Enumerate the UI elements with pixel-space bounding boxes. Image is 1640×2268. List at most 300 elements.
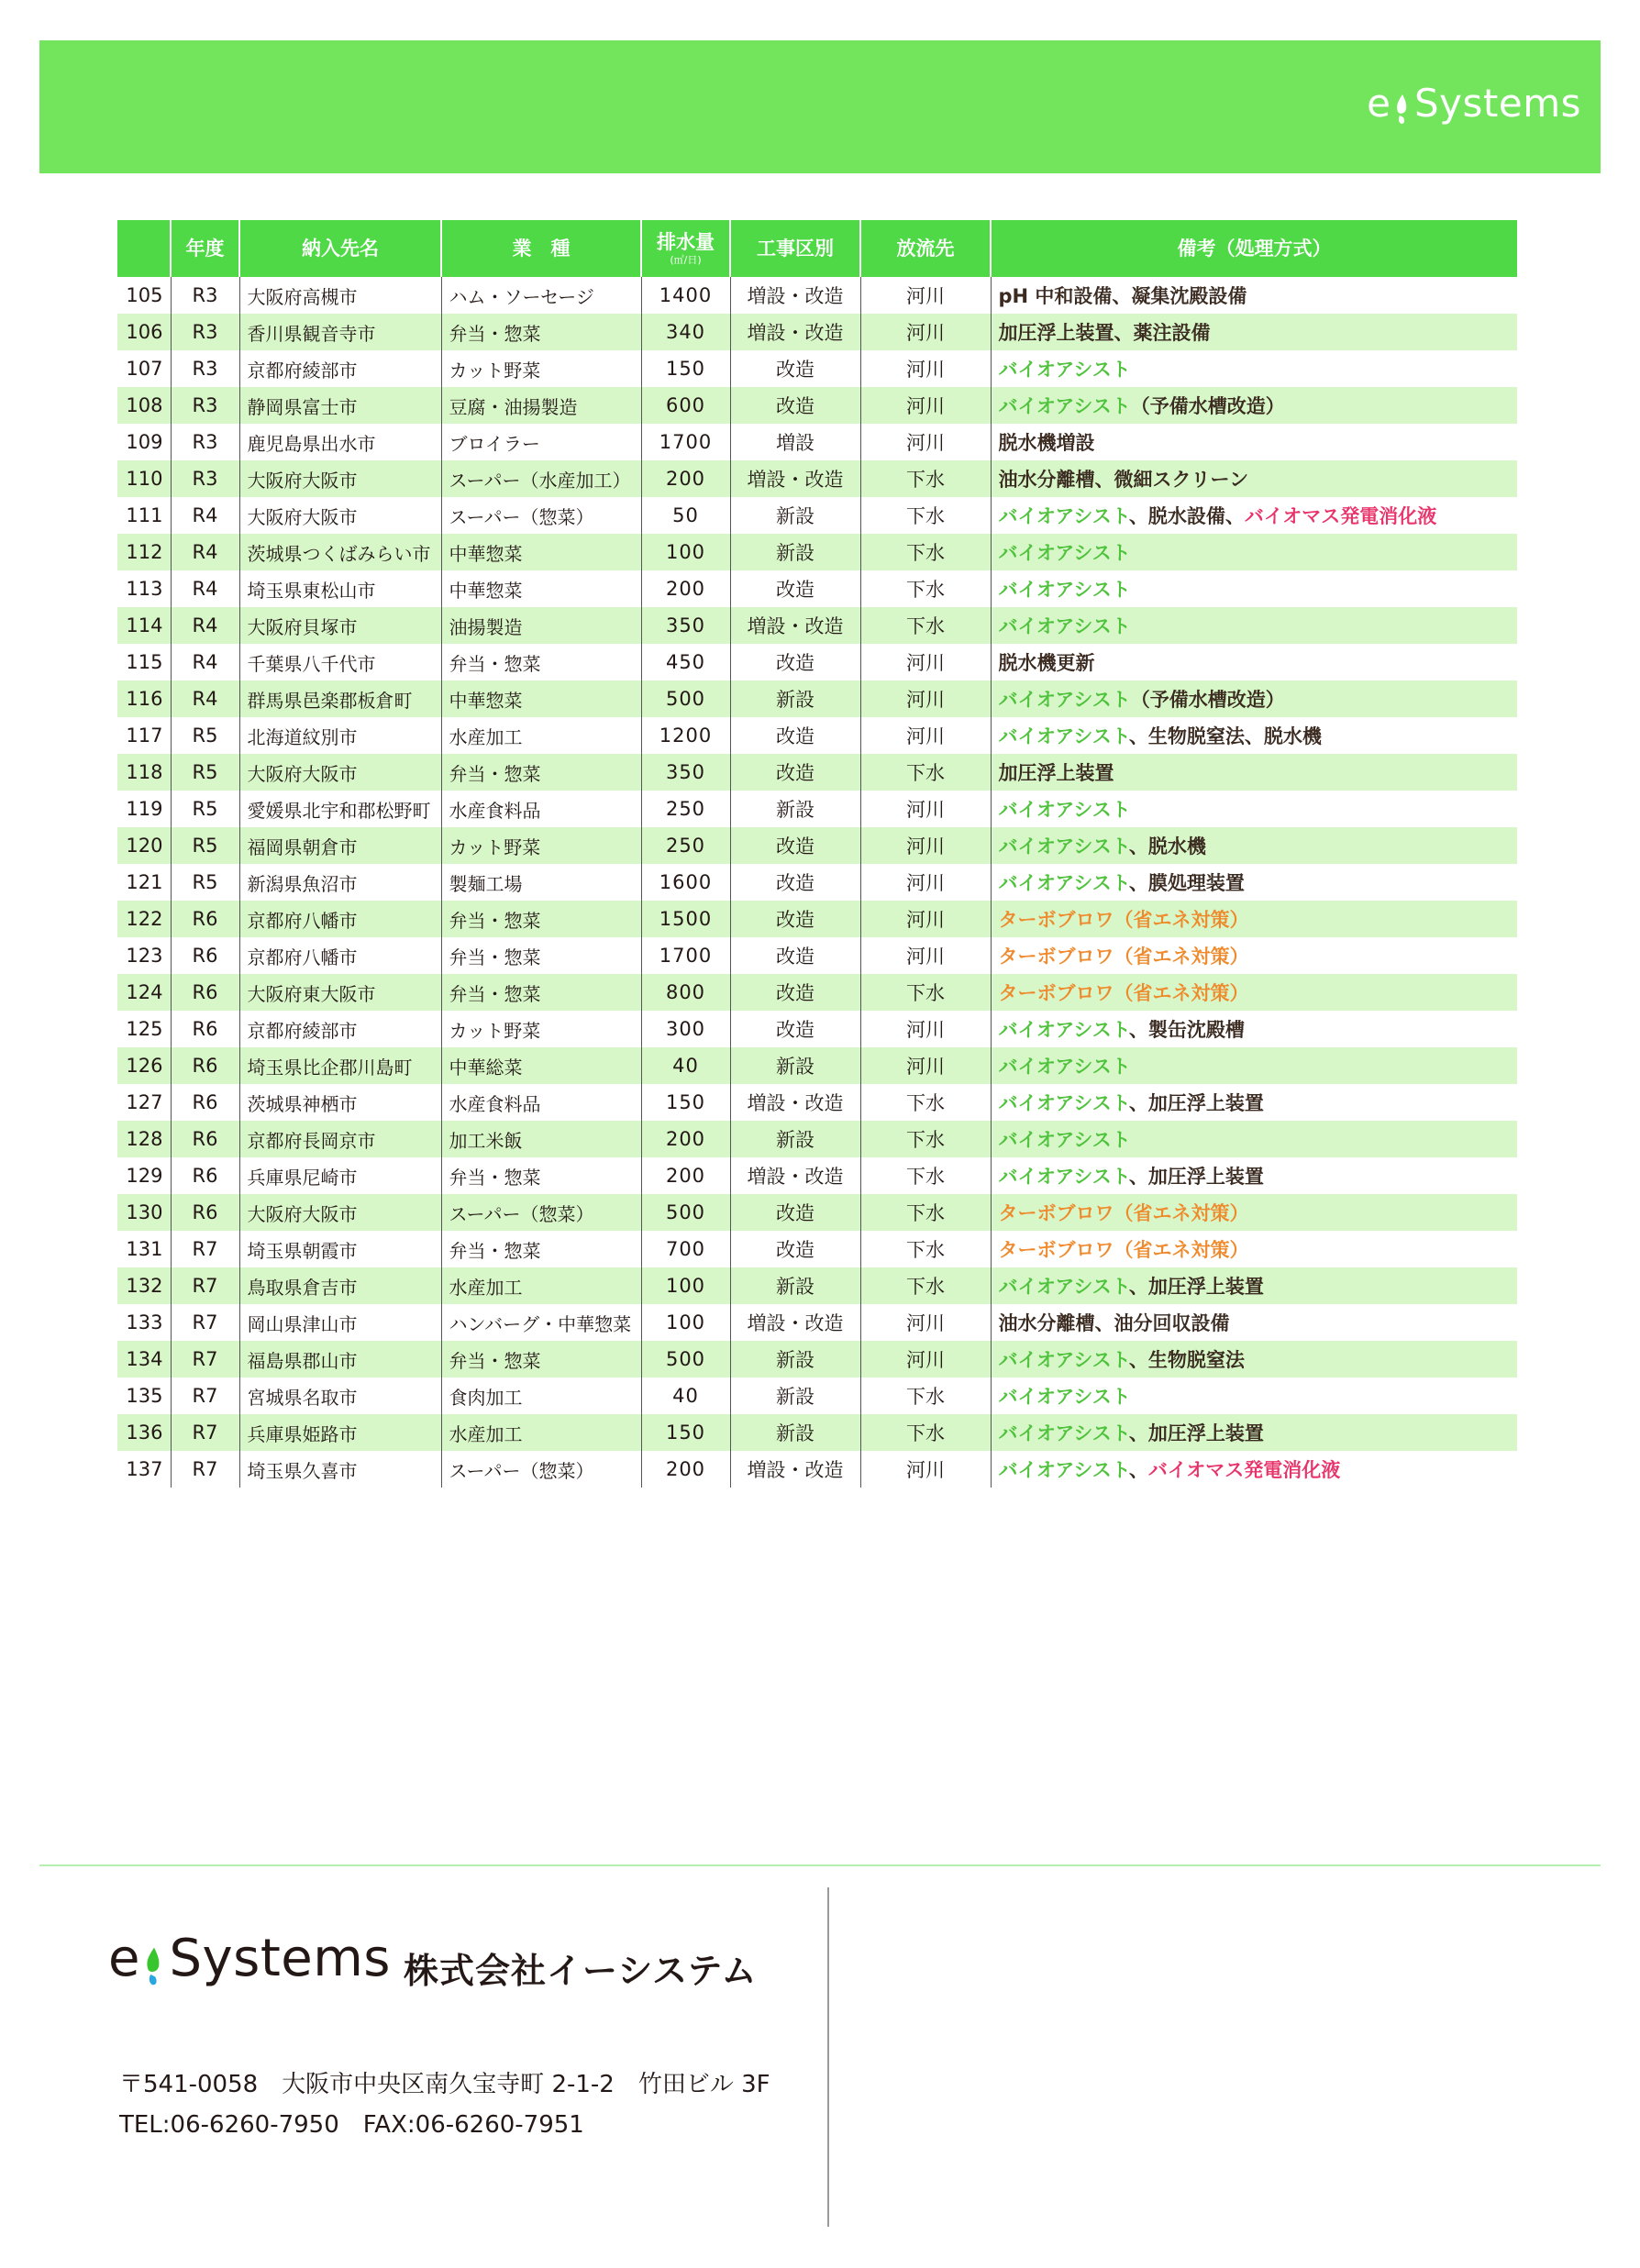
footer-logo-e: e bbox=[108, 1929, 140, 1988]
row-discharge: 河川 bbox=[860, 1304, 991, 1341]
row-no: 121 bbox=[126, 871, 163, 893]
header-no bbox=[117, 220, 171, 277]
row-year: R7 bbox=[171, 1451, 239, 1488]
row-no: 137 bbox=[126, 1458, 163, 1480]
row-remarks bbox=[991, 1377, 1517, 1414]
row-customer: 鳥取県倉吉市 bbox=[239, 1267, 441, 1304]
row-discharge: 下水 bbox=[860, 534, 991, 570]
table-row bbox=[117, 1267, 1517, 1304]
row-discharge: 下水 bbox=[860, 1121, 991, 1157]
row-industry: 中華惣菜 bbox=[441, 570, 641, 607]
row-volume: 100 bbox=[641, 1267, 730, 1304]
row-discharge: 河川 bbox=[860, 1451, 991, 1488]
row-year: R4 bbox=[171, 680, 239, 717]
row-customer: 兵庫県尼崎市 bbox=[239, 1157, 441, 1194]
row-work-type: 改造 bbox=[730, 570, 860, 607]
table-row bbox=[117, 387, 1517, 424]
row-industry: スーパー（惣菜） bbox=[441, 1451, 641, 1488]
row-customer: 大阪府東大阪市 bbox=[239, 974, 441, 1011]
remarks-segment: （予備水槽改造） bbox=[1130, 395, 1285, 417]
footer-logo bbox=[108, 1929, 391, 1988]
row-discharge: 河川 bbox=[860, 717, 991, 754]
row-remarks bbox=[991, 754, 1517, 791]
remarks-segment: バイオマス発電消化液 bbox=[1147, 1459, 1341, 1481]
row-no: 125 bbox=[126, 1018, 163, 1040]
row-remarks bbox=[991, 570, 1517, 607]
row-industry: ブロイラー bbox=[441, 424, 641, 460]
row-discharge: 河川 bbox=[860, 1047, 991, 1084]
delivery-record-table bbox=[117, 220, 1517, 1488]
remarks-segment: 加圧浮上装置、薬注設備 bbox=[998, 322, 1211, 344]
header-discharge: 放流先 bbox=[860, 220, 991, 277]
row-customer: 大阪府高槻市 bbox=[239, 277, 441, 314]
remarks-segment: pH 中和設備、凝集沈殿設備 bbox=[998, 285, 1247, 307]
row-work-type: 増設・改造 bbox=[730, 1451, 860, 1488]
row-discharge: 下水 bbox=[860, 1194, 991, 1231]
remarks-segment: 、膜処理装置 bbox=[1128, 872, 1245, 894]
row-no: 120 bbox=[117, 827, 171, 864]
row-discharge: 河川 bbox=[860, 277, 991, 314]
remarks-segment: 脱水機更新 bbox=[998, 652, 1095, 674]
row-no: 116 bbox=[117, 680, 171, 717]
remarks-segment: 脱水機増設 bbox=[998, 432, 1095, 454]
row-discharge: 下水 bbox=[860, 974, 991, 1011]
remarks-segment: バイオアシスト bbox=[998, 835, 1129, 857]
row-remarks bbox=[991, 901, 1517, 937]
row-customer: 京都府綾部市 bbox=[239, 350, 441, 387]
row-discharge: 河川 bbox=[860, 424, 991, 460]
row-volume: 200 bbox=[641, 1451, 730, 1488]
remarks-segment: バイオアシスト bbox=[998, 395, 1131, 417]
row-work-type: 改造 bbox=[730, 864, 860, 901]
row-no: 115 bbox=[126, 651, 163, 673]
company-name: 株式会社イーシステム bbox=[404, 1951, 758, 1991]
row-volume: 250 bbox=[641, 827, 730, 864]
header-customer: 納入先名 bbox=[239, 220, 441, 277]
row-customer: 宮城県名取市 bbox=[239, 1377, 441, 1414]
row-remarks bbox=[991, 1011, 1517, 1047]
row-remarks bbox=[991, 1194, 1517, 1231]
remarks-segment: バイオアシスト bbox=[998, 799, 1131, 821]
row-remarks bbox=[991, 864, 1517, 901]
table-row bbox=[117, 1414, 1517, 1451]
row-customer: 福岡県朝倉市 bbox=[239, 827, 441, 864]
row-no: 123 bbox=[126, 945, 163, 967]
row-industry: 製麺工場 bbox=[441, 864, 641, 901]
row-no: 111 bbox=[126, 504, 163, 526]
row-work-type: 新設 bbox=[730, 1267, 860, 1304]
row-year: R7 bbox=[171, 1341, 239, 1377]
row-work-type: 改造 bbox=[730, 717, 860, 754]
row-customer: 鹿児島県出水市 bbox=[239, 424, 441, 460]
table-row bbox=[117, 1341, 1517, 1377]
table-row bbox=[117, 937, 1517, 974]
row-customer: 愛媛県北宇和郡松野町 bbox=[239, 791, 441, 827]
row-volume: 500 bbox=[641, 1194, 730, 1231]
row-year: R5 bbox=[171, 827, 239, 864]
row-year: R4 bbox=[171, 497, 239, 534]
water-drop-icon bbox=[1392, 94, 1413, 125]
row-discharge: 下水 bbox=[860, 497, 991, 534]
remarks-segment: バイオアシスト bbox=[998, 1459, 1129, 1481]
row-work-type: 改造 bbox=[730, 901, 860, 937]
row-no: 122 bbox=[117, 901, 171, 937]
remarks-segment: バイオアシスト bbox=[998, 505, 1129, 527]
remarks-segment: バイオアシスト bbox=[998, 1019, 1129, 1041]
header-work-type: 工事区別 bbox=[730, 220, 860, 277]
row-no: 132 bbox=[117, 1267, 171, 1304]
row-customer: 大阪府大阪市 bbox=[239, 497, 441, 534]
row-discharge: 下水 bbox=[860, 570, 991, 607]
row-discharge: 下水 bbox=[860, 1414, 991, 1451]
row-discharge: 下水 bbox=[860, 1157, 991, 1194]
row-volume: 340 bbox=[641, 314, 730, 350]
row-customer: 福島県郡山市 bbox=[239, 1341, 441, 1377]
row-customer: 兵庫県姫路市 bbox=[239, 1414, 441, 1451]
header-industry: 業 種 bbox=[441, 220, 641, 277]
row-industry: 弁当・惣菜 bbox=[441, 1157, 641, 1194]
row-remarks bbox=[991, 1047, 1517, 1084]
remarks-segment: バイオアシスト bbox=[998, 615, 1131, 637]
row-no: 134 bbox=[117, 1341, 171, 1377]
row-discharge: 河川 bbox=[860, 901, 991, 937]
header-volume-unit: (㎥/日) bbox=[670, 253, 702, 266]
row-volume: 40 bbox=[641, 1377, 730, 1414]
row-customer: 新潟県魚沼市 bbox=[239, 864, 441, 901]
row-remarks bbox=[991, 277, 1517, 314]
row-remarks bbox=[991, 497, 1517, 534]
remarks-segment: バイオアシスト bbox=[998, 1386, 1131, 1408]
remarks-segment: バイオアシスト bbox=[998, 1166, 1129, 1188]
remarks-segment: バイオマス発電消化液 bbox=[1244, 505, 1437, 527]
remarks-segment: 、脱水機 bbox=[1128, 835, 1206, 857]
row-industry: 加工米飯 bbox=[441, 1121, 641, 1157]
table-row bbox=[117, 1011, 1517, 1047]
header-volume bbox=[641, 220, 730, 277]
row-customer: 埼玉県久喜市 bbox=[239, 1451, 441, 1488]
row-customer: 大阪府大阪市 bbox=[239, 1194, 441, 1231]
row-work-type: 新設 bbox=[730, 497, 860, 534]
table-row bbox=[117, 497, 1517, 534]
row-work-type: 新設 bbox=[730, 534, 860, 570]
table-row bbox=[117, 680, 1517, 717]
row-industry: 食肉加工 bbox=[441, 1377, 641, 1414]
row-volume: 300 bbox=[641, 1011, 730, 1047]
company-contact: TEL:06-6260-7950 FAX:06-6260-7951 bbox=[119, 2111, 584, 2139]
row-year: R6 bbox=[171, 1121, 239, 1157]
header-volume-label: 排水量 bbox=[657, 230, 715, 253]
remarks-segment: バイオアシスト bbox=[998, 359, 1131, 381]
row-customer: 茨城県神栖市 bbox=[239, 1084, 441, 1121]
row-no: 117 bbox=[126, 725, 163, 747]
row-industry: 水産食料品 bbox=[441, 791, 641, 827]
table-row bbox=[117, 1231, 1517, 1267]
row-customer: 大阪府貝塚市 bbox=[239, 607, 441, 644]
remarks-segment: ターボブロワ（省エネ対策） bbox=[998, 1202, 1249, 1224]
remarks-segment: ターボブロワ（省エネ対策） bbox=[998, 946, 1249, 968]
row-remarks bbox=[991, 717, 1517, 754]
row-work-type: 新設 bbox=[730, 1341, 860, 1377]
row-volume: 1500 bbox=[641, 901, 730, 937]
row-remarks bbox=[991, 1121, 1517, 1157]
row-volume: 700 bbox=[641, 1231, 730, 1267]
row-work-type: 改造 bbox=[730, 644, 860, 680]
row-work-type: 改造 bbox=[730, 350, 860, 387]
row-customer: 茨城県つくばみらい市 bbox=[239, 534, 441, 570]
table-row bbox=[117, 424, 1517, 460]
table-row bbox=[117, 901, 1517, 937]
remarks-segment: 、 bbox=[1128, 1459, 1148, 1481]
row-no: 109 bbox=[126, 431, 163, 453]
row-work-type: 増設・改造 bbox=[730, 460, 860, 497]
row-remarks bbox=[991, 680, 1517, 717]
row-year: R3 bbox=[171, 424, 239, 460]
row-volume: 200 bbox=[641, 570, 730, 607]
row-work-type: 新設 bbox=[730, 1414, 860, 1451]
row-remarks bbox=[991, 460, 1517, 497]
row-customer: 埼玉県東松山市 bbox=[239, 570, 441, 607]
table-row bbox=[117, 1451, 1517, 1488]
row-no: 106 bbox=[117, 314, 171, 350]
row-no: 131 bbox=[126, 1238, 163, 1260]
row-discharge: 河川 bbox=[860, 387, 991, 424]
row-work-type: 改造 bbox=[730, 937, 860, 974]
row-no: 135 bbox=[126, 1385, 163, 1407]
footer-divider bbox=[39, 1864, 1601, 1866]
row-industry: 水産加工 bbox=[441, 1267, 641, 1304]
row-work-type: 増設 bbox=[730, 424, 860, 460]
row-remarks bbox=[991, 534, 1517, 570]
table-row bbox=[117, 1121, 1517, 1157]
row-year: R4 bbox=[171, 570, 239, 607]
table-row bbox=[117, 534, 1517, 570]
table-row bbox=[117, 1157, 1517, 1194]
row-no: 107 bbox=[126, 358, 163, 380]
row-year: R5 bbox=[171, 754, 239, 791]
row-industry: 油揚製造 bbox=[441, 607, 641, 644]
row-work-type: 増設・改造 bbox=[730, 1084, 860, 1121]
row-industry: 水産加工 bbox=[441, 717, 641, 754]
row-no: 112 bbox=[117, 534, 171, 570]
row-industry: スーパー（惣菜） bbox=[441, 1194, 641, 1231]
row-volume: 1200 bbox=[641, 717, 730, 754]
row-work-type: 改造 bbox=[730, 1231, 860, 1267]
row-remarks bbox=[991, 314, 1517, 350]
remarks-segment: バイオアシスト bbox=[998, 579, 1131, 601]
row-year: R3 bbox=[171, 350, 239, 387]
row-remarks bbox=[991, 791, 1517, 827]
row-work-type: 増設・改造 bbox=[730, 277, 860, 314]
row-discharge: 河川 bbox=[860, 864, 991, 901]
row-volume: 500 bbox=[641, 1341, 730, 1377]
row-industry: スーパー（水産加工） bbox=[441, 460, 641, 497]
row-year: R5 bbox=[171, 864, 239, 901]
table-row bbox=[117, 791, 1517, 827]
row-remarks bbox=[991, 974, 1517, 1011]
row-no: 113 bbox=[126, 578, 163, 600]
row-discharge: 河川 bbox=[860, 644, 991, 680]
row-discharge: 河川 bbox=[860, 827, 991, 864]
row-industry: ハム・ソーセージ bbox=[441, 277, 641, 314]
row-no: 110 bbox=[117, 460, 171, 497]
row-work-type: 改造 bbox=[730, 827, 860, 864]
row-volume: 500 bbox=[641, 680, 730, 717]
row-discharge: 河川 bbox=[860, 350, 991, 387]
remarks-segment: 、脱水設備、 bbox=[1128, 505, 1245, 527]
row-discharge: 下水 bbox=[860, 1084, 991, 1121]
row-volume: 250 bbox=[641, 791, 730, 827]
row-no: 105 bbox=[126, 284, 163, 306]
row-volume: 800 bbox=[641, 974, 730, 1011]
row-industry: 弁当・惣菜 bbox=[441, 644, 641, 680]
row-no: 129 bbox=[126, 1165, 163, 1187]
row-work-type: 新設 bbox=[730, 1377, 860, 1414]
table-row bbox=[117, 717, 1517, 754]
row-year: R7 bbox=[171, 1231, 239, 1267]
row-volume: 450 bbox=[641, 644, 730, 680]
remarks-segment: バイオアシスト bbox=[998, 542, 1131, 564]
row-customer: 群馬県邑楽郡板倉町 bbox=[239, 680, 441, 717]
remarks-segment: ターボブロワ（省エネ対策） bbox=[998, 1239, 1249, 1261]
row-work-type: 改造 bbox=[730, 974, 860, 1011]
row-no: 118 bbox=[117, 754, 171, 791]
row-year: R5 bbox=[171, 791, 239, 827]
row-year: R6 bbox=[171, 1157, 239, 1194]
remarks-segment: バイオアシスト bbox=[998, 1276, 1129, 1298]
table-row bbox=[117, 314, 1517, 350]
row-industry: カット野菜 bbox=[441, 1011, 641, 1047]
row-volume: 150 bbox=[641, 350, 730, 387]
row-discharge: 下水 bbox=[860, 607, 991, 644]
remarks-segment: 、加圧浮上装置 bbox=[1128, 1166, 1264, 1188]
row-volume: 350 bbox=[641, 607, 730, 644]
remarks-segment: 、生物脱窒法、脱水機 bbox=[1128, 725, 1322, 747]
row-year: R7 bbox=[171, 1267, 239, 1304]
row-remarks bbox=[991, 644, 1517, 680]
row-customer: 京都府長岡京市 bbox=[239, 1121, 441, 1157]
row-year: R4 bbox=[171, 644, 239, 680]
footer-logo-systems: Systems bbox=[169, 1929, 391, 1988]
row-discharge: 河川 bbox=[860, 937, 991, 974]
row-industry: カット野菜 bbox=[441, 350, 641, 387]
row-volume: 1400 bbox=[641, 277, 730, 314]
remarks-segment: ターボブロワ（省エネ対策） bbox=[998, 909, 1249, 931]
row-volume: 150 bbox=[641, 1084, 730, 1121]
remarks-segment: バイオアシスト bbox=[998, 1129, 1131, 1151]
table-header-row bbox=[117, 220, 1517, 277]
remarks-segment: 、生物脱窒法 bbox=[1128, 1349, 1245, 1371]
row-customer: 香川県観音寺市 bbox=[239, 314, 441, 350]
row-no: 126 bbox=[117, 1047, 171, 1084]
row-discharge: 河川 bbox=[860, 1011, 991, 1047]
row-customer: 大阪府大阪市 bbox=[239, 754, 441, 791]
remarks-segment: バイオアシスト bbox=[998, 1092, 1129, 1114]
row-discharge: 河川 bbox=[860, 791, 991, 827]
row-remarks bbox=[991, 1304, 1517, 1341]
table-row bbox=[117, 827, 1517, 864]
row-work-type: 増設・改造 bbox=[730, 1304, 860, 1341]
table-row bbox=[117, 974, 1517, 1011]
row-industry: 水産加工 bbox=[441, 1414, 641, 1451]
row-customer: 埼玉県比企郡川島町 bbox=[239, 1047, 441, 1084]
row-discharge: 下水 bbox=[860, 460, 991, 497]
row-industry: 弁当・惣菜 bbox=[441, 1341, 641, 1377]
row-industry: 弁当・惣菜 bbox=[441, 314, 641, 350]
remarks-segment: バイオアシスト bbox=[998, 1056, 1131, 1078]
row-year: R6 bbox=[171, 901, 239, 937]
table-body bbox=[117, 277, 1517, 1488]
table-row bbox=[117, 460, 1517, 497]
row-no: 119 bbox=[126, 798, 163, 820]
row-industry: ハンバーグ・中華惣菜 bbox=[441, 1304, 641, 1341]
table-row bbox=[117, 1084, 1517, 1121]
row-work-type: 新設 bbox=[730, 791, 860, 827]
logo-e: e bbox=[1367, 81, 1391, 126]
row-work-type: 新設 bbox=[730, 1047, 860, 1084]
row-year: R6 bbox=[171, 937, 239, 974]
row-year: R7 bbox=[171, 1377, 239, 1414]
row-industry: 中華惣菜 bbox=[441, 534, 641, 570]
row-industry: 弁当・惣菜 bbox=[441, 974, 641, 1011]
row-volume: 100 bbox=[641, 1304, 730, 1341]
row-customer: 京都府八幡市 bbox=[239, 937, 441, 974]
header-year: 年度 bbox=[171, 220, 239, 277]
remarks-segment: （予備水槽改造） bbox=[1130, 689, 1285, 711]
row-remarks bbox=[991, 1414, 1517, 1451]
row-year: R7 bbox=[171, 1414, 239, 1451]
row-volume: 1700 bbox=[641, 937, 730, 974]
table-row bbox=[117, 570, 1517, 607]
row-volume: 50 bbox=[641, 497, 730, 534]
row-year: R6 bbox=[171, 1084, 239, 1121]
row-discharge: 河川 bbox=[860, 314, 991, 350]
row-remarks bbox=[991, 1341, 1517, 1377]
table-row bbox=[117, 1304, 1517, 1341]
row-remarks bbox=[991, 350, 1517, 387]
row-year: R5 bbox=[171, 717, 239, 754]
row-year: R6 bbox=[171, 1011, 239, 1047]
row-remarks bbox=[991, 1451, 1517, 1488]
row-volume: 350 bbox=[641, 754, 730, 791]
row-industry: カット野菜 bbox=[441, 827, 641, 864]
row-year: R6 bbox=[171, 974, 239, 1011]
row-discharge: 下水 bbox=[860, 754, 991, 791]
row-remarks bbox=[991, 937, 1517, 974]
row-work-type: 改造 bbox=[730, 387, 860, 424]
row-work-type: 増設・改造 bbox=[730, 607, 860, 644]
row-remarks bbox=[991, 387, 1517, 424]
row-remarks bbox=[991, 424, 1517, 460]
table-row bbox=[117, 644, 1517, 680]
row-year: R3 bbox=[171, 387, 239, 424]
remarks-segment: ターボブロワ（省エネ対策） bbox=[998, 982, 1249, 1004]
row-remarks bbox=[991, 1231, 1517, 1267]
row-volume: 1600 bbox=[641, 864, 730, 901]
row-customer: 岡山県津山市 bbox=[239, 1304, 441, 1341]
row-volume: 200 bbox=[641, 1121, 730, 1157]
footer-vertical-divider bbox=[827, 1887, 829, 2227]
remarks-segment: バイオアシスト bbox=[998, 725, 1129, 747]
remarks-segment: バイオアシスト bbox=[998, 1422, 1129, 1444]
row-remarks bbox=[991, 1267, 1517, 1304]
remarks-segment: 、加圧浮上装置 bbox=[1128, 1276, 1264, 1298]
row-work-type: 改造 bbox=[730, 1011, 860, 1047]
row-discharge: 下水 bbox=[860, 1377, 991, 1414]
row-volume: 100 bbox=[641, 534, 730, 570]
logo-systems: Systems bbox=[1414, 81, 1581, 126]
row-no: 124 bbox=[117, 974, 171, 1011]
row-remarks bbox=[991, 1157, 1517, 1194]
